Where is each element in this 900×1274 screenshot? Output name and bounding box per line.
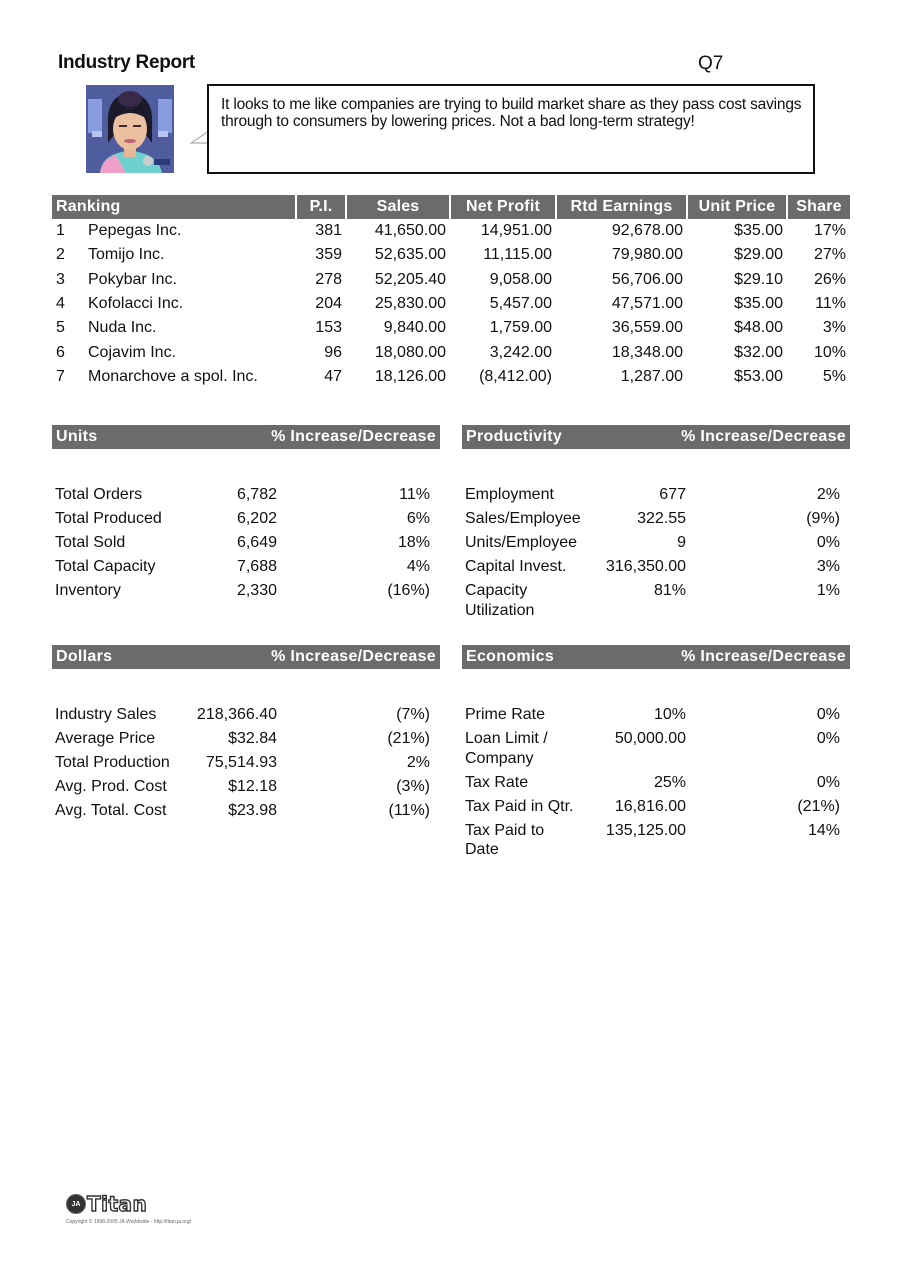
rtd-earnings-cell: 92,678.00 bbox=[611, 222, 683, 240]
advisor-message: It looks to me like companies are trying to build market share as they pass cost savings through to consumers by lowering prices. Not a bad long-term strategy! bbox=[221, 96, 802, 130]
advisor-avatar bbox=[86, 85, 174, 173]
table-row bbox=[52, 219, 850, 243]
row-change: (9%) bbox=[806, 510, 840, 527]
row-label: Capacity Utilization bbox=[465, 582, 535, 619]
company-cell: Cojavim Inc. bbox=[88, 343, 177, 361]
row-change: 6% bbox=[406, 510, 430, 527]
sales-cell: 9,840.00 bbox=[383, 319, 446, 337]
titan-logo bbox=[66, 1192, 191, 1225]
company-cell: Pepegas Inc. bbox=[88, 222, 182, 240]
dollars-row bbox=[52, 729, 440, 749]
unit-price-cell: $53.00 bbox=[734, 367, 783, 385]
row-label: Capital Invest. bbox=[465, 558, 567, 575]
quarter-label: Q7 bbox=[698, 53, 724, 74]
row-value: 2,330 bbox=[236, 582, 277, 599]
row-label: Total Orders bbox=[55, 486, 143, 503]
row-change: 1% bbox=[816, 582, 840, 599]
row-label: Tax Paid in Qtr. bbox=[465, 797, 574, 815]
rank-cell: 3 bbox=[56, 270, 65, 288]
row-change: 11% bbox=[399, 486, 430, 503]
units-header bbox=[52, 425, 440, 449]
rank-cell: 1 bbox=[56, 222, 65, 240]
company-cell: Tomijo Inc. bbox=[88, 246, 165, 264]
row-value: 9 bbox=[677, 534, 686, 551]
economics-header bbox=[462, 645, 850, 669]
unit-price-cell: $35.00 bbox=[734, 295, 783, 313]
productivity-title: Productivity bbox=[466, 428, 563, 445]
row-change: 0% bbox=[816, 773, 840, 791]
row-label: Tax Rate bbox=[465, 773, 529, 791]
sales-cell: 25,830.00 bbox=[374, 295, 446, 313]
productivity-row bbox=[462, 557, 850, 577]
row-value: 6,649 bbox=[236, 534, 277, 551]
productivity-row bbox=[462, 509, 850, 529]
pi-cell: 96 bbox=[324, 343, 342, 361]
share-cell: 17% bbox=[813, 222, 846, 240]
col-rtd-earnings: Rtd Earnings bbox=[556, 195, 687, 219]
units-row bbox=[52, 581, 440, 601]
row-label: Inventory bbox=[55, 582, 121, 599]
col-share: Share bbox=[787, 195, 850, 219]
row-label: Avg. Prod. Cost bbox=[55, 778, 167, 795]
share-cell: 27% bbox=[813, 246, 846, 264]
row-change: 14% bbox=[807, 821, 840, 839]
rtd-earnings-cell: 79,980.00 bbox=[611, 246, 683, 264]
row-label: Industry Sales bbox=[55, 706, 157, 723]
col-net-profit: Net Profit bbox=[450, 195, 556, 219]
row-label: Loan Limit / Company bbox=[465, 730, 548, 767]
row-value: 50,000.00 bbox=[614, 730, 686, 747]
pi-cell: 359 bbox=[315, 246, 342, 264]
col-unit-price: Unit Price bbox=[687, 195, 787, 219]
company-cell: Kofolacci Inc. bbox=[88, 295, 184, 313]
units-section bbox=[52, 425, 440, 605]
share-cell: 10% bbox=[813, 343, 846, 361]
page-title: Industry Report bbox=[58, 52, 195, 73]
col-sales: Sales bbox=[346, 195, 450, 219]
units-row bbox=[52, 557, 440, 577]
productivity-change-header: % Increase/Decrease bbox=[681, 428, 846, 445]
advisor-speech-bubble bbox=[207, 84, 815, 174]
row-value: 81% bbox=[653, 582, 686, 599]
net-profit-cell: 11,115.00 bbox=[483, 246, 552, 264]
row-value: 10% bbox=[653, 706, 686, 723]
rank-cell: 5 bbox=[56, 319, 65, 337]
row-label: Avg. Total. Cost bbox=[55, 802, 167, 819]
row-change: 18% bbox=[397, 534, 430, 551]
units-row bbox=[52, 533, 440, 553]
share-cell: 3% bbox=[822, 319, 846, 337]
economics-row bbox=[462, 773, 850, 793]
unit-price-cell: $48.00 bbox=[734, 319, 783, 337]
rtd-earnings-cell: 56,706.00 bbox=[611, 270, 683, 288]
productivity-header bbox=[462, 425, 850, 449]
company-cell: Nuda Inc. bbox=[88, 319, 157, 337]
table-row bbox=[52, 316, 850, 340]
rank-cell: 6 bbox=[56, 343, 65, 361]
row-label: Employment bbox=[465, 486, 554, 503]
table-row bbox=[52, 292, 850, 316]
net-profit-cell: 3,242.00 bbox=[489, 343, 552, 361]
row-label: Sales/Employee bbox=[465, 510, 581, 527]
ranking-table bbox=[52, 195, 850, 389]
dollars-header bbox=[52, 645, 440, 669]
pi-cell: 204 bbox=[315, 295, 342, 313]
row-label: Total Produced bbox=[55, 510, 162, 527]
row-change: (7%) bbox=[396, 706, 430, 723]
dollars-row bbox=[52, 705, 440, 725]
sales-cell: 52,635.00 bbox=[374, 246, 446, 264]
pi-cell: 47 bbox=[324, 367, 342, 385]
row-value: $12.18 bbox=[228, 778, 277, 795]
dollars-change-header: % Increase/Decrease bbox=[271, 648, 436, 665]
rtd-earnings-cell: 18,348.00 bbox=[611, 343, 683, 361]
company-cell: Pokybar Inc. bbox=[88, 270, 177, 288]
economics-row bbox=[462, 821, 850, 860]
sales-cell: 18,126.00 bbox=[374, 367, 446, 385]
unit-price-cell: $35.00 bbox=[734, 222, 783, 240]
row-value: $32.84 bbox=[228, 730, 277, 747]
pi-cell: 153 bbox=[315, 319, 342, 337]
economics-title: Economics bbox=[466, 648, 555, 665]
dollars-row bbox=[52, 777, 440, 797]
row-change: 2% bbox=[406, 754, 430, 771]
table-row bbox=[52, 243, 850, 267]
col-pi: P.I. bbox=[296, 195, 346, 219]
dollars-section bbox=[52, 645, 440, 825]
row-change: (21%) bbox=[387, 730, 430, 747]
ja-badge-icon: JA bbox=[66, 1194, 86, 1214]
productivity-row bbox=[462, 581, 850, 620]
row-value: 7,688 bbox=[236, 558, 277, 575]
net-profit-cell: 1,759.00 bbox=[489, 319, 552, 337]
row-label: Prime Rate bbox=[465, 706, 546, 723]
table-row bbox=[52, 365, 850, 389]
advisor-portrait-icon bbox=[86, 85, 174, 173]
row-change: 3% bbox=[816, 558, 840, 575]
dollars-row bbox=[52, 801, 440, 821]
row-change: (11%) bbox=[388, 802, 430, 819]
col-ranking: Ranking bbox=[52, 195, 296, 219]
rank-cell: 4 bbox=[56, 295, 65, 313]
row-change: 0% bbox=[816, 534, 840, 551]
units-row bbox=[52, 485, 440, 505]
row-value: 322.55 bbox=[637, 510, 686, 527]
row-change: 4% bbox=[406, 558, 430, 575]
row-change: (16%) bbox=[387, 582, 430, 599]
net-profit-cell: 9,058.00 bbox=[489, 270, 552, 288]
economics-section bbox=[462, 645, 850, 864]
share-cell: 26% bbox=[813, 270, 846, 288]
rtd-earnings-cell: 1,287.00 bbox=[620, 367, 683, 385]
sales-cell: 52,205.40 bbox=[374, 270, 446, 288]
pi-cell: 381 bbox=[315, 222, 342, 240]
row-change: 2% bbox=[816, 486, 840, 503]
productivity-row bbox=[462, 533, 850, 553]
row-label: Total Sold bbox=[55, 534, 126, 551]
table-row bbox=[52, 268, 850, 292]
row-change: 0% bbox=[816, 730, 840, 747]
pi-cell: 278 bbox=[315, 270, 342, 288]
net-profit-cell: 5,457.00 bbox=[489, 295, 552, 313]
units-change-header: % Increase/Decrease bbox=[271, 428, 436, 445]
rtd-earnings-cell: 36,559.00 bbox=[611, 319, 683, 337]
company-cell: Monarchove a spol. Inc. bbox=[88, 367, 258, 385]
row-value: 6,782 bbox=[236, 486, 277, 503]
row-value: $23.98 bbox=[228, 802, 277, 819]
table-row bbox=[52, 340, 850, 364]
row-change: (21%) bbox=[797, 797, 840, 815]
row-label: Average Price bbox=[55, 730, 156, 747]
rank-cell: 7 bbox=[56, 367, 65, 385]
net-profit-cell: 14,951.00 bbox=[480, 222, 552, 240]
share-cell: 11% bbox=[815, 295, 846, 313]
row-label: Total Capacity bbox=[55, 558, 156, 575]
unit-price-cell: $29.10 bbox=[734, 270, 783, 288]
row-value: 16,816.00 bbox=[614, 797, 686, 815]
row-value: 218,366.40 bbox=[196, 706, 277, 723]
row-value: 316,350.00 bbox=[605, 558, 686, 575]
sales-cell: 18,080.00 bbox=[374, 343, 446, 361]
ranking-header-row bbox=[52, 195, 850, 219]
units-row bbox=[52, 509, 440, 529]
row-value: 135,125.00 bbox=[605, 821, 686, 839]
row-label: Units/Employee bbox=[465, 534, 578, 551]
productivity-section bbox=[462, 425, 850, 625]
economics-row bbox=[462, 729, 850, 768]
unit-price-cell: $32.00 bbox=[734, 343, 783, 361]
row-value: 6,202 bbox=[236, 510, 277, 527]
copyright-text: Copyright © 1998-2005 JA Worldwide - http://titan.ja.org/ bbox=[66, 1219, 192, 1225]
logo-text: Titan bbox=[87, 1192, 148, 1216]
rank-cell: 2 bbox=[56, 246, 65, 264]
economics-row bbox=[462, 797, 850, 817]
economics-row bbox=[462, 705, 850, 725]
productivity-row bbox=[462, 485, 850, 505]
dollars-row bbox=[52, 753, 440, 773]
net-profit-cell: (8,412.00) bbox=[479, 367, 552, 385]
share-cell: 5% bbox=[822, 367, 846, 385]
row-change: (3%) bbox=[396, 778, 430, 795]
row-change: 0% bbox=[816, 706, 840, 723]
row-label: Total Production bbox=[55, 754, 170, 771]
sales-cell: 41,650.00 bbox=[374, 222, 446, 240]
rtd-earnings-cell: 47,571.00 bbox=[611, 295, 683, 313]
economics-change-header: % Increase/Decrease bbox=[681, 648, 846, 665]
units-title: Units bbox=[56, 428, 98, 445]
row-value: 75,514.93 bbox=[205, 754, 277, 771]
row-value: 25% bbox=[653, 773, 686, 791]
row-value: 677 bbox=[659, 486, 686, 503]
dollars-title: Dollars bbox=[56, 648, 113, 665]
unit-price-cell: $29.00 bbox=[734, 246, 783, 264]
row-label: Tax Paid to Date bbox=[465, 821, 545, 858]
